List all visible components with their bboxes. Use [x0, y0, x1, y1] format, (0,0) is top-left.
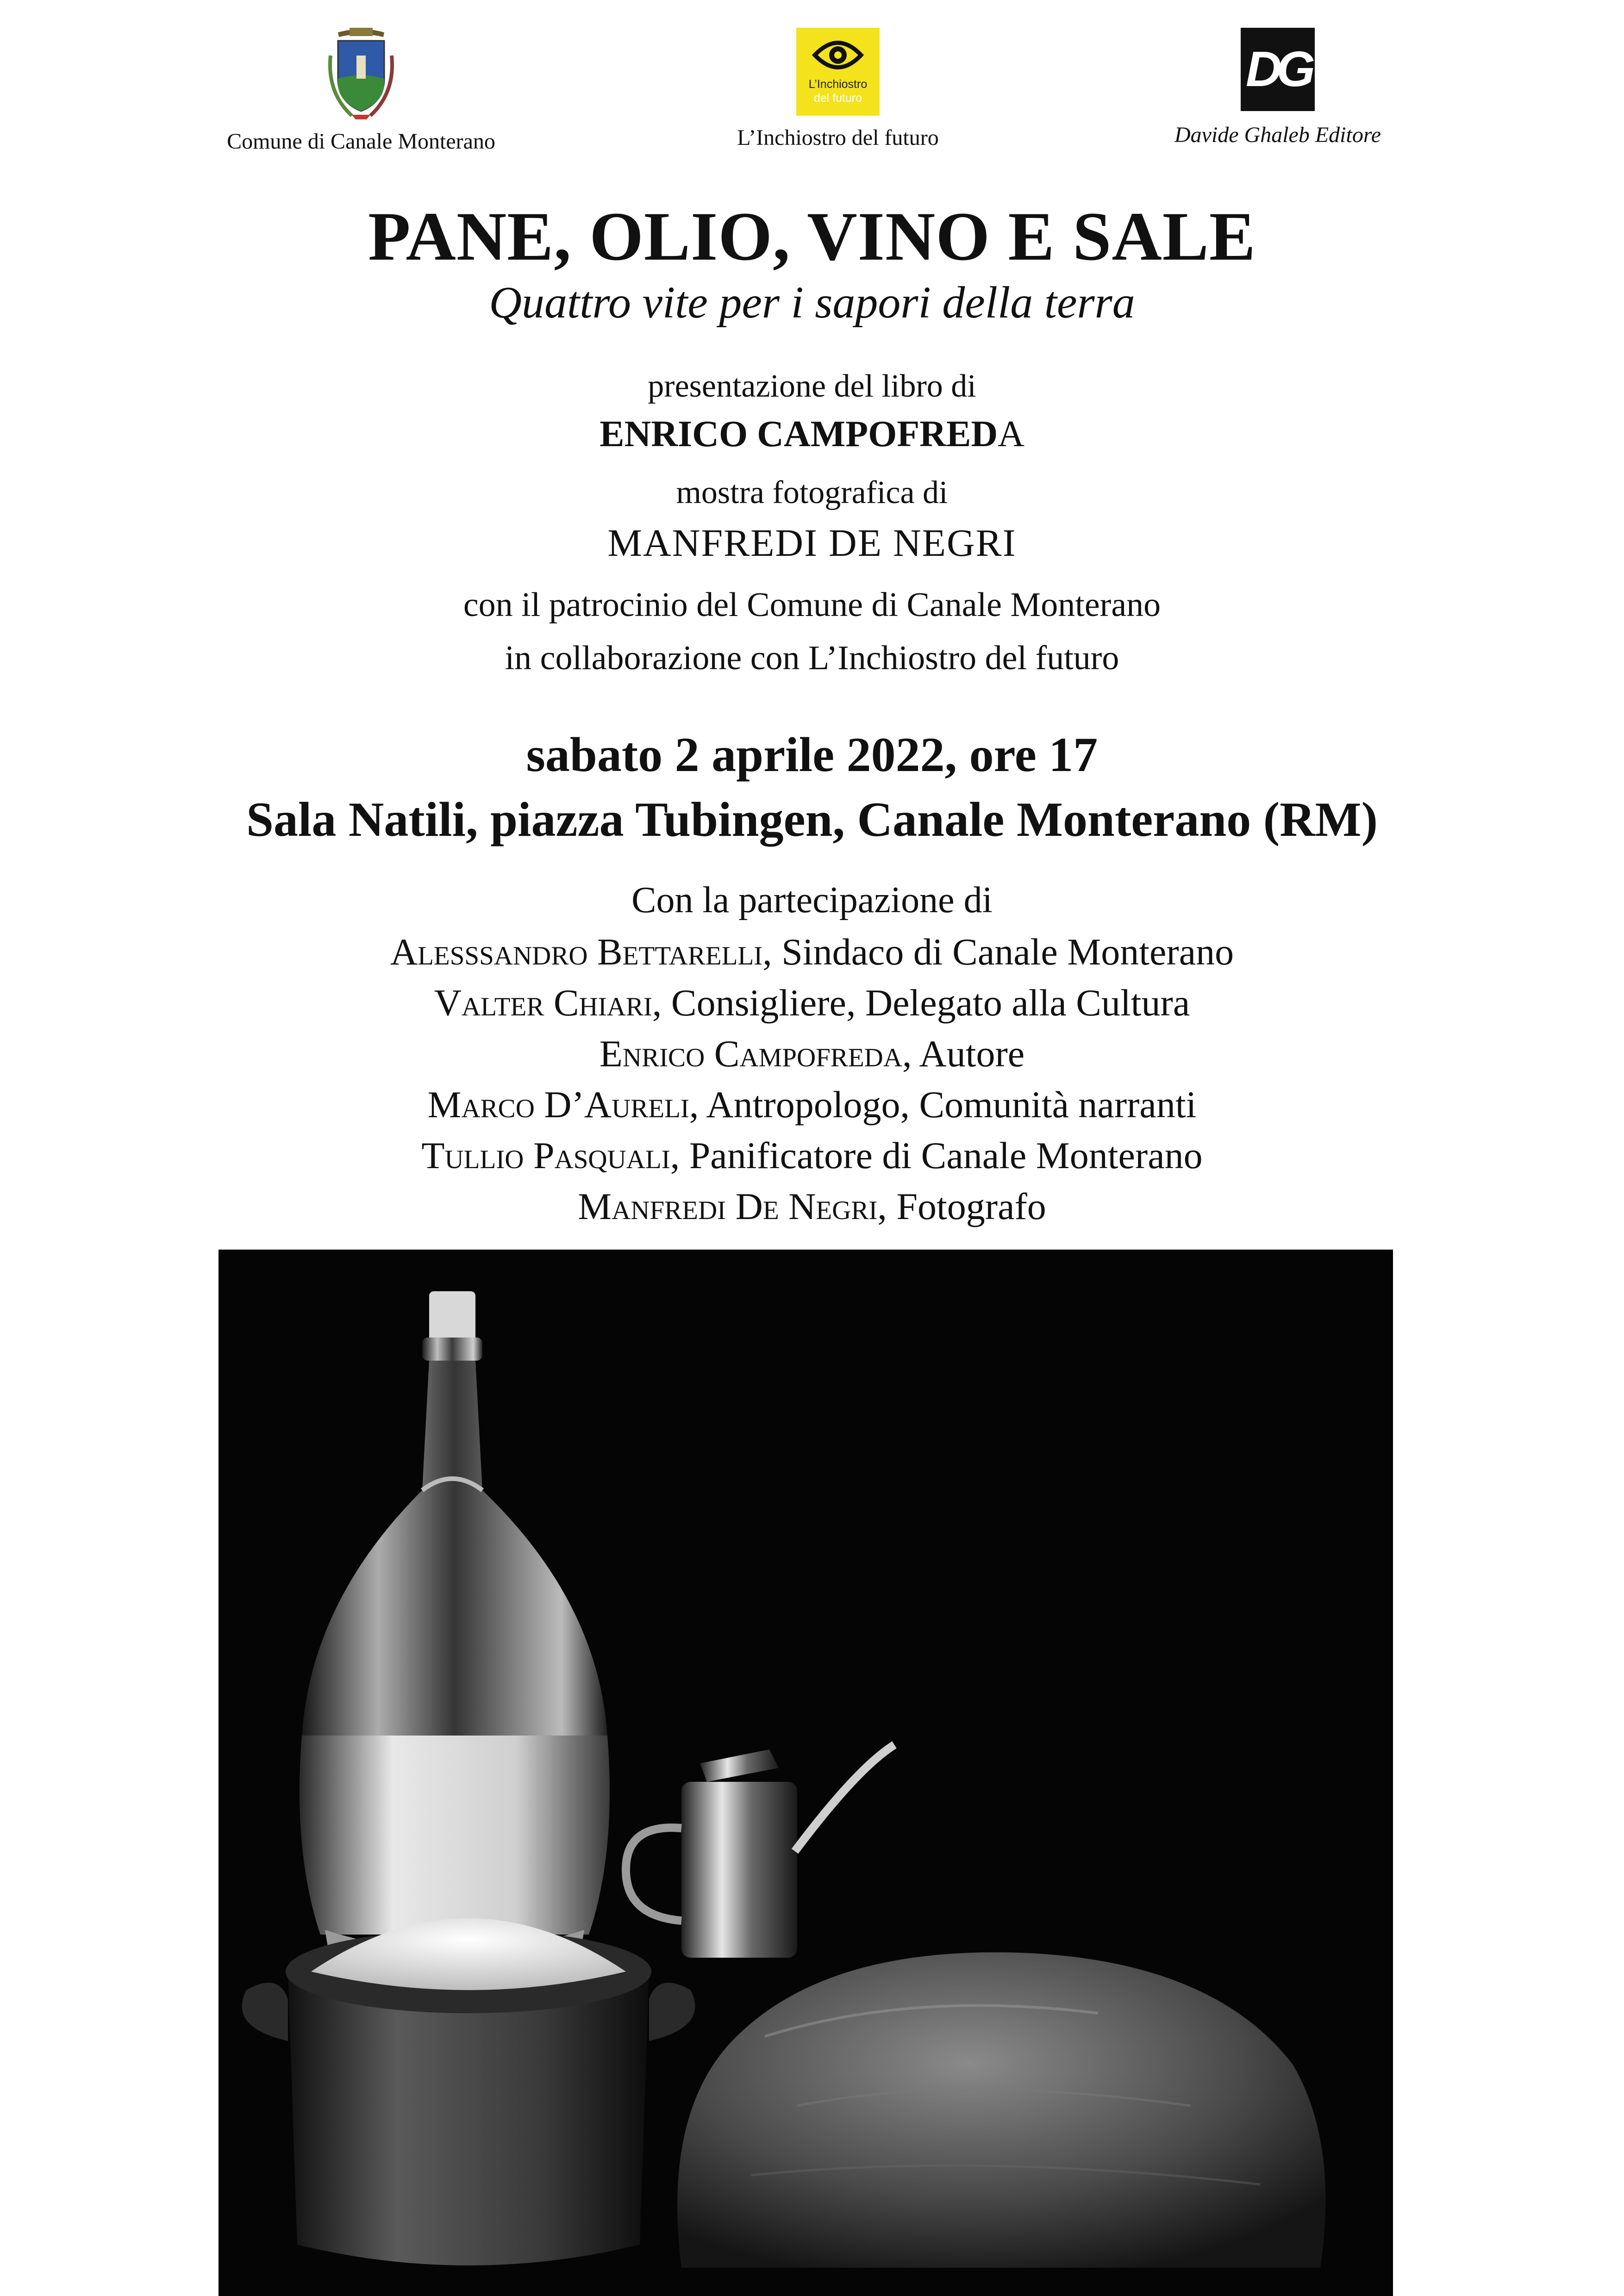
event-venue: Sala Natili, piazza Tubingen, Canale Monterano (RM)	[246, 792, 1378, 846]
inchiostro-caption: L’Inchiostro del futuro	[737, 125, 939, 150]
mostra-line: mostra fotografica di	[676, 475, 948, 510]
author-name-tail: A	[998, 414, 1024, 454]
presentazione-line: presentazione del libro di	[648, 368, 976, 404]
salt-bowl-icon	[242, 1918, 695, 2265]
participant-role: , Antropologo, Comunità narranti	[689, 1083, 1197, 1126]
participant-name: Tullio Pasquali	[421, 1134, 670, 1176]
participant-line	[0, 1083, 1624, 1126]
participant-line	[0, 1134, 1624, 1177]
inchiostro-badge-line2: del futuro	[813, 92, 862, 105]
page-subtitle: Quattro vite per i sapori della terra	[489, 278, 1135, 328]
participant-name: Manfredi De Negri	[578, 1185, 878, 1227]
comune-logo	[204, 28, 518, 154]
logo-header	[0, 28, 1624, 167]
participant-role: , Fotografo	[877, 1185, 1046, 1227]
participant-role: , Panificatore di Canale Monterano	[670, 1134, 1203, 1176]
coat-of-arms-icon	[324, 28, 398, 120]
page-title: PANE, OLIO, VINO E SALE	[368, 198, 1256, 275]
dg-caption: Davide Ghaleb Editore	[1174, 123, 1381, 147]
eye-icon	[812, 34, 864, 76]
dg-editore-logo	[1148, 28, 1407, 148]
participant-line	[0, 930, 1624, 974]
participants-heading: Con la partecipazione di	[631, 880, 993, 921]
participant-line	[0, 1185, 1624, 1228]
comune-caption: Comune di Canale Monterano	[227, 129, 495, 154]
still-life-photo	[219, 1250, 1393, 2296]
photographer-name: MANFREDI DE NEGRI	[607, 522, 1017, 565]
participant-role: , Consigliere, Delegato alla Cultura	[652, 982, 1190, 1024]
participant-name: Alesssandro Bettarelli	[390, 931, 763, 973]
participant-name: Valter Chiari	[434, 982, 652, 1024]
inchiostro-logo	[690, 28, 986, 150]
participant-line	[0, 1032, 1624, 1076]
collaborazione-line: in collaborazione con L’Inchiostro del futuro	[505, 639, 1119, 677]
author-name	[0, 413, 1624, 455]
participant-name: Enrico Campofreda	[599, 1033, 902, 1075]
dg-monogram-icon	[1241, 28, 1315, 111]
patrocinio-line: con il patrocinio del Comune di Canale Monterano	[463, 586, 1161, 624]
event-date: sabato 2 aprile 2022, ore 17	[526, 728, 1098, 782]
inchiostro-badge-line1: L’Inchiostro	[808, 78, 868, 91]
inchiostro-badge	[796, 28, 880, 116]
participant-name: Marco D’Aureli	[427, 1083, 689, 1126]
participant-role: , Autore	[902, 1033, 1025, 1075]
dg-monogram: DG	[1246, 41, 1310, 97]
participant-role: , Sindaco di Canale Monterano	[762, 931, 1234, 973]
author-name-bold: ENRICO CAMPOFRED	[600, 414, 998, 454]
participant-line	[0, 981, 1624, 1025]
